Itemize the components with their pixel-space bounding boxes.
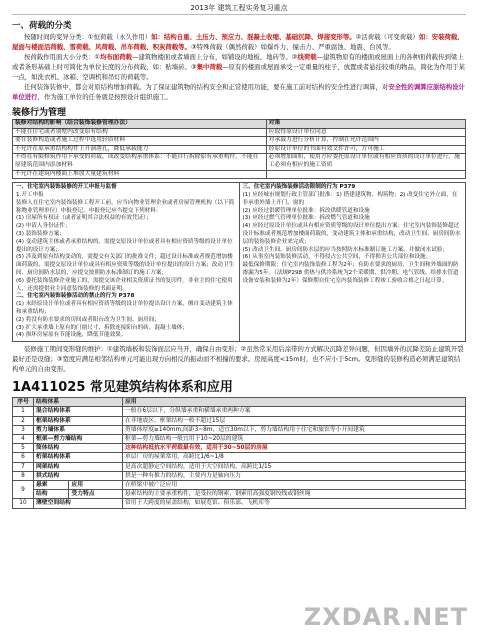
table-cell	[266, 170, 465, 179]
table-cell: 在桥梁中被广泛应用	[123, 480, 466, 489]
table-cell: 9	[13, 480, 34, 498]
paragraph-safety	[12, 82, 466, 102]
table-cell: 6	[13, 453, 34, 462]
table-cell: 是高次超静定空间结构，适用于大空间结构，高跨比1/15	[123, 462, 466, 471]
table-cell: 薄壁空间结构	[34, 499, 123, 508]
table-cell: 这种结构抵抗水平荷载最有效，适用于30~50层的房屋	[123, 444, 466, 453]
table-cell: 不得在有限修筑作用下承受的荷载，成改变结构承重体系：不能自行拆除原有承重构件，不能在原建筑范围内添加材料	[13, 154, 267, 170]
table-row	[13, 434, 466, 443]
text: ，作为施工单位的任务就是按照设计组织施工。	[37, 93, 172, 101]
text: 任何装饰装修中，都会对原结构增加荷载。为了保证建筑物的结构安全和正常使用功能，要在施工前对结构的安全性进行调算，对	[24, 83, 389, 91]
structure-table	[12, 397, 466, 508]
table-cell: 单层厂房的屋架常用，高跨比1/6~1/8	[123, 453, 466, 462]
table-cell: 在非地震区，框架结构一般不超过15层	[123, 416, 466, 425]
table-cell: 8	[13, 471, 34, 480]
column-line: 装修人在住宅室内装饰装修工程开工前，应当向物业管理企业或者房屋管理机构（以下简称物业管理单位）申报登记。申报登记应当提交下列材料：	[16, 199, 235, 214]
table-cell: 常用于大跨度的屋盖结构，如展览馆、俱乐部、飞机库等	[123, 499, 466, 508]
table-cell: 拱式结构	[34, 471, 123, 480]
table-row	[13, 462, 466, 471]
table-cell: 应用	[69, 480, 123, 489]
table-cell: 不允许在原承重结构构件上开洞凿孔，降低承载能力	[13, 145, 267, 154]
table-cell: 桁架结构体系	[34, 453, 123, 462]
table-cell: 框架—剪力墙结构	[34, 434, 123, 443]
table-row	[13, 145, 466, 154]
table-cell: 筒体结构	[34, 444, 123, 453]
table-cell: 框架—剪力墙结构一般宜用于10~20层的建筑	[123, 434, 466, 443]
highlight-text: 均布面荷载	[100, 53, 132, 61]
column-subtitle: 二、住宅室内装饰装修活动的禁止的行为 P378	[16, 293, 135, 300]
table-row	[13, 128, 466, 137]
table-cell: 剪墙体厚度≥140mm,间距3~8m，适宜30m以下，剪力墙结构用于住宅和旅馆等小开间建筑	[123, 425, 466, 434]
table-row	[13, 137, 466, 146]
table-cell: 7	[13, 462, 34, 471]
column-title: 三、住宅室内装饰装修活动限制的行为 P379	[242, 184, 356, 191]
table-row	[13, 444, 466, 453]
table-row	[13, 480, 466, 489]
table-row	[13, 499, 466, 508]
table-cell: 网架结构	[34, 462, 123, 471]
column-line: (2) 申请人身份证件；	[16, 223, 71, 230]
watermark: ZXDAR.NET	[303, 603, 468, 631]
column-title: 一、住宅室内装饰装修的开工申报与监督	[16, 184, 117, 191]
paragraph-joint: 装修施工期间变形缝的维护：①建筑墙板和装饰面层应当开，确保自由变形；②虽然常采用后涂带的方式解决沉降差异问题，但因墙外的沉降差防止建筑开裂最好还是设缝；③宽度应满足相邻结构单元可能出现方向相反的振动而不相撞的要求。房屋高度<15m时，也不应小于5cm。变形缝的装修构造必须满足建筑结构单元的自由变形。	[12, 345, 464, 374]
table-cell: 4	[13, 434, 34, 443]
section-title-load-classification: 一、荷载的分类	[12, 21, 72, 31]
column-line: (5) 涉及到原有结构变动的，需提交有关部门的批准文件；超过设计标准或者规范增加楼面荷载的，需提交原设计单位或具有相应资质等级的设计单位提出的设计方案；改动卫生间、厨房间防水层的，应提交按照防水标准制订的施工方案；	[16, 254, 235, 276]
column-line: (1) 应经城市规划行政主管部门批准：1) 搭建建筑物、构筑物；2) 改变住宅外立面，在非承重外墙上开门、窗的	[242, 191, 458, 206]
column-line: (1) 房屋所有权证（或者证明其合法权益的有效凭证）；	[16, 215, 152, 222]
section-title-structure: 1A411025 常见建筑结构体系和应用	[12, 380, 233, 396]
right-column	[239, 183, 466, 341]
table-row	[13, 416, 466, 425]
table-row	[13, 471, 466, 480]
highlight-text: 如：结构自重、土压力、预应力、混凝土收缩、基础沉降、焊接变形等。	[151, 33, 356, 41]
table-header: 应用	[123, 398, 466, 407]
table-row	[13, 170, 466, 179]
text: 按荷载作用面大小分类：①	[24, 53, 101, 61]
table-cell: 要在装修构造或者施工过程中选用轻质材料	[13, 137, 267, 146]
column-line: 1.开工申报	[16, 191, 44, 198]
column-line: (1) 未经原设计单位或者具有相应资质等级的设计单位提出设计方案，擅自变动建筑主体和承重结构；	[16, 301, 233, 315]
table-cell: 拱是一种有推力的结构，主要内力是轴向压力	[123, 471, 466, 480]
text: —建筑物楼面或者墙面上分布，如铺设的地板、地砖等。②	[131, 53, 298, 61]
table-header: 装修对结构的影响（结合装饰装修管理办法）	[13, 120, 267, 129]
column-line: (3) 扩大承重墙上原有的门窗尺寸、拆除连接阳台的砖、混凝土墙体；	[16, 324, 188, 331]
column-line: (3) 应经过燃气管理单位批准：拆改燃气管道和设施	[242, 215, 370, 222]
table-row	[13, 425, 466, 434]
column-line: (6) 从事室内装饰装修活动，不得侵占公共空间，不得损害公共部位和设施。	[242, 254, 432, 261]
column-line: (4) 应经过原设计单位或具有相应资质等级的设计单位提出方案：住宅室内装饰装修超过设计标准或者规范增加楼面荷载的，变动建筑主体和承重结构，改动卫生间、厨房间防水层的装饰装修企业来完成；	[242, 223, 461, 245]
table-cell: 对承载力进行分析计算，控制在允许范围内	[266, 137, 465, 146]
page-header: 2013年 建筑工程实务复习重点	[12, 0, 466, 15]
left-column	[13, 183, 239, 341]
table-cell: 10	[13, 499, 34, 508]
highlight-text: 集中荷载	[196, 63, 223, 71]
column-line: (2) 应经过供暖管理单位批准：拆改供暖管道和设施	[242, 207, 370, 214]
text: 按随时间的变异分类：①恒荷载（永久作用）	[24, 33, 152, 41]
table-cell: 悬索结构的主要承重构件，是受拉的钢索，钢索用高强度钢绞线或钢丝绳	[123, 490, 466, 499]
text: —建筑物原有的楼面或屋面上的各种面荷载传到梁上或者条形基础上时可简化为单位长度的分布荷载，如：贴墙砖。③	[12, 53, 464, 71]
table-cell: 1	[13, 407, 34, 416]
table-cell: 受力特点	[69, 490, 123, 499]
table-cell: 剪力墙体系	[34, 425, 123, 434]
table-cell: 必须增加面积，使用方应委托原设计单位或有相应资质的设计单位进行，施工必须有相应的施工资质	[266, 154, 465, 170]
table-cell: 经原设计单位的书面有效文件许可，方可施工	[266, 145, 465, 154]
table-row	[13, 490, 466, 499]
table-cell: 一般在6层以下，分纵墙承重和横墙承重两种方案	[123, 407, 466, 416]
paragraph-load-area	[12, 52, 466, 82]
regulation-columns	[12, 182, 466, 342]
column-line: (5) 改动卫生间、厨房间防水层的应当按照防水标准制订施工方案，并做闭水试验；	[242, 246, 448, 253]
table-cell: 3	[13, 425, 34, 434]
column-line: (4) 损坏房屋原有节能设施，降低节能效果；	[16, 332, 127, 339]
table-row	[13, 453, 466, 462]
highlight-text: 安全性的调算应原结构设计单位进行	[12, 83, 465, 101]
table-cell: 结构	[34, 490, 69, 499]
text: ②活荷载（可变荷载）	[355, 33, 419, 41]
text: —原有的楼面或屋面承受一定重量的柱子，放置或者悬挂较重的物品，简化为作用于某一点，如洗衣机、冰箱、空调机和吊灯的荷载等。	[12, 63, 466, 81]
column-line: (3) 装饰装修方案；	[16, 230, 65, 237]
highlight-text: 线荷载	[297, 53, 317, 61]
renovation-table	[12, 119, 466, 179]
highlight-text: 如：安装荷载、屋面与楼面活荷载、雪荷载、风荷载、吊车荷载、积灰荷载等。	[12, 33, 464, 51]
table-row	[13, 154, 466, 170]
table-cell: 2	[13, 416, 34, 425]
table-cell: 框架结构体系	[34, 416, 123, 425]
table-cell: 悬索	[34, 480, 69, 489]
table-cell: 不允许在建筑内楼面上堆放大量建筑材料	[13, 170, 267, 179]
table-cell: 5	[13, 444, 34, 453]
document-body	[12, 16, 466, 509]
table-header: 序号	[13, 398, 34, 407]
table-header: 对策	[266, 120, 465, 129]
table-cell: 混合结构体系	[34, 407, 123, 416]
table-header: 结构体系	[34, 398, 123, 407]
column-line: (4) 变动建筑主体或者承重结构的，需提交原设计单位或者具有相应资质等级的设计单位提出的设计方案；	[16, 238, 233, 253]
paragraph-load-time	[12, 32, 466, 52]
table-row	[13, 407, 466, 416]
table-cell: 应取得原设计单位同意	[266, 128, 465, 137]
text: ③特殊荷载（偶然荷载）如爆炸力、撞击力、严重腐蚀、地震、台风等。	[190, 43, 395, 51]
column-line: (2) 将没有防水要求的房间或者阳台改为卫生间、厨房间；	[16, 316, 160, 323]
column-line: 最低保修期限：住宅室内装饰装修工程为2年；有防水要求的厨房、卫生间和外墙面的防渗漏为5年。（法规P298 供热与供冷系统为2个采暖期、供冷期，电气管线、给排水管道设备安装和装修为2年）保修期自住宅室内装饰装修工程竣工验收合格之日起计算。	[242, 262, 459, 284]
section-title-renovation: 装修行为管理	[12, 108, 67, 118]
column-line: (6) 委托装饰装修企业施工的，需提交该企业相关资质证书的复印件。非业主的住宅使用人，还需提供业主同意装饰装修的书面证明。	[16, 277, 233, 292]
table-cell: 不能在住宅或者别墅内改变原有结构	[13, 128, 267, 137]
